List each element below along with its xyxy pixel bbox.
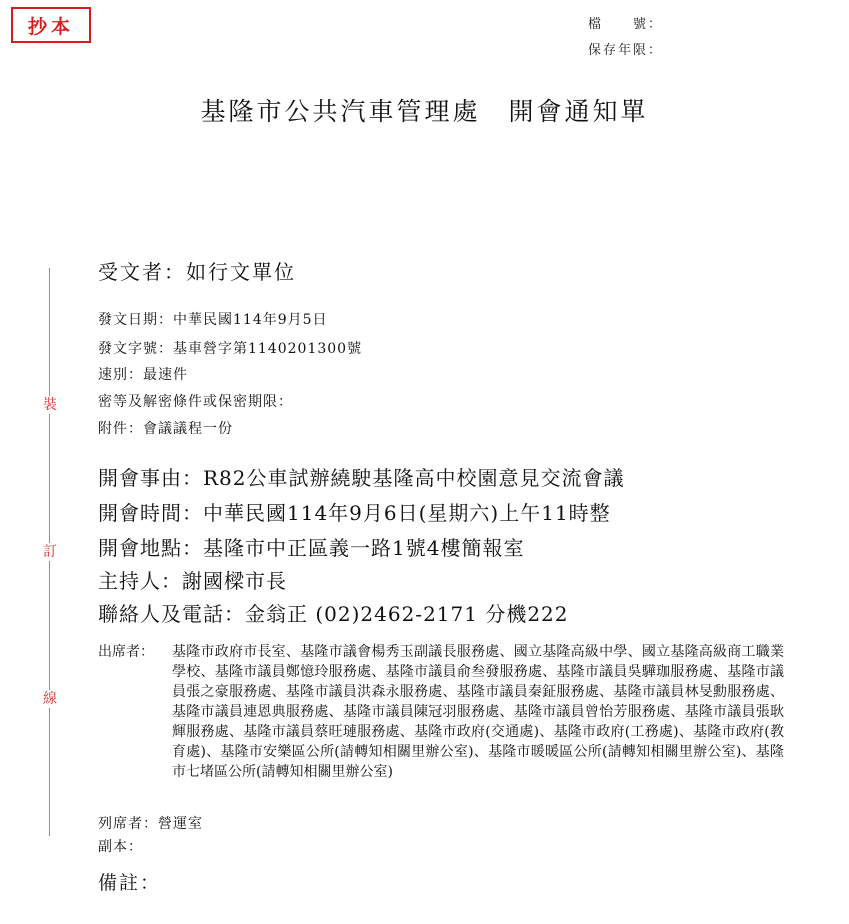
delivery-speed: 速別：最速件 [98,367,188,383]
attachment: 附件：會議議程一份 [98,421,233,437]
recipient: 受文者：如行文單位 [98,260,296,284]
contact-person: 聯絡人及電話：金翁正 (02)2462-2171 分機222 [98,602,569,626]
meeting-reason: 開會事由：R82公車試辦繞駛基隆高中校園意見交流會議 [98,466,625,490]
copy-stamp: 抄本 [11,7,91,43]
attendees-list: 基隆市政府市長室、基隆市議會楊秀玉副議長服務處、國立基隆高級中學、國立基隆高級商工職業學校、基隆市議員鄭憶玲服務處、基隆市議員俞叁發服務處、基隆市議員吳驊珈服務處、基隆市議員張之豪服務處、基隆市議員洪森永服務處、基隆市議員秦鉦服務處、基隆市議員林旻勳服務處、基隆市議員連恩典服務處、基隆市議員陳冠羽服務處、基隆市議員曾怡芳服務處、基隆市議員張耿輝服務處、基隆市議員蔡旺璉服務處、基隆市政府(交通處)、基隆市政府(工務處)、基隆市政府(教育處)、基隆市安樂區公所(請轉知相關里辦公室)、基隆市暖暖區公所(請轉知相關里辦公室)、基隆市七堵區公所(請轉知相關里辦公室) [172,644,784,780]
file-number-label: 檔 號： [588,17,664,32]
meeting-host: 主持人：謝國樑市長 [98,569,287,593]
binding-mark-ding: 訂 [43,544,57,560]
document-title: 基隆市公共汽車管理處 開會通知單 [200,97,649,126]
attendees-label: 出席者： [98,644,154,660]
meeting-time: 開會時間：中華民國114年9月6日(星期六)上午11時整 [98,501,611,525]
secrecy-level: 密等及解密條件或保密期限： [98,394,293,410]
document-number: 發文字號：基車營字第1140201300號 [98,341,363,357]
issue-date: 發文日期：中華民國114年9月5日 [98,312,328,328]
retention-period-label: 保存年限： [588,43,664,58]
copies: 副本： [98,839,143,855]
observers: 列席者：營運室 [98,816,203,832]
binding-mark-xian: 線 [43,691,57,707]
binding-mark-zhuang: 裝 [43,397,57,413]
remarks-label: 備註： [98,872,162,894]
meeting-place: 開會地點：基隆市中正區義一路1號4樓簡報室 [98,536,525,560]
